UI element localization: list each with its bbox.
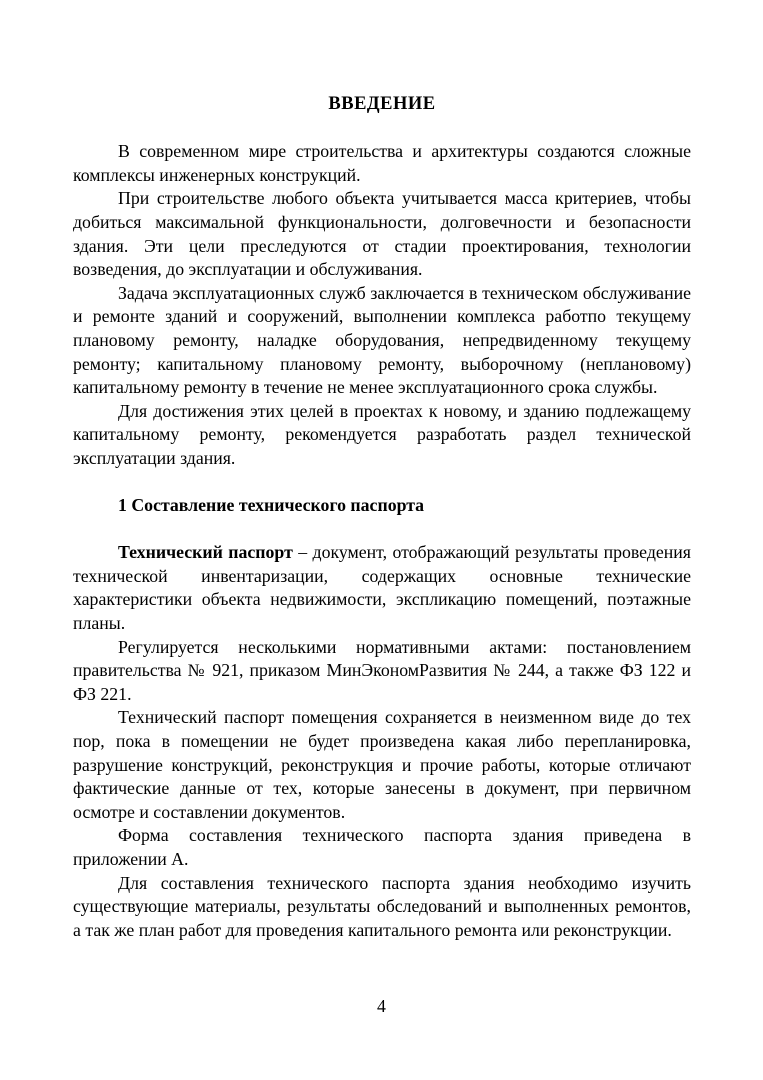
- section-paragraph-3: Форма составления технического паспорта здания приведена в приложении А.: [73, 825, 691, 869]
- page-number: 4: [377, 996, 386, 1016]
- intro-paragraph-2: При строительстве любого объекта учитывается масса критериев, чтобы добиться максимальной функциональности, долговечности и безопасности здания. Эти цели преследуются от стадии проектирования, технологии возведения, до эксплуатации и обслуживания.: [73, 188, 691, 280]
- intro-paragraph-4: Для достижения этих целей в проектах к новому, и зданию подлежащему капитальному ремонту, рекомендуется разработать раздел технической эксплуатации здания.: [73, 400, 691, 468]
- section-paragraph-2: Технический паспорт помещения сохраняется в неизменном виде до тех пор, пока в помещении не будет произведена какая либо перепланировка, разрушение конструкций, реконструкция и прочие работы, которые отличают фактические данные от тех, которые занесены в документ, при первичном осмотре и составлении документов.: [73, 707, 691, 822]
- definition-paragraph: [73, 541, 691, 635]
- intro-paragraph-3: Задача эксплуатационных служб заключается в техническом обслуживание и ремонте зданий и сооружений, выполнении комплекса работпо текущему плановому ремонту, наладке оборудования, непредвиденному текущему ремонту; капитальному плановому ремонту, выборочному (неплановому) капитальному ремонту в течение не менее эксплуатационного срока службы.: [73, 282, 691, 398]
- document-title: ВВЕДЕНИЕ: [328, 94, 436, 114]
- intro-paragraph-1: В современном мире строительства и архитектуры создаются сложные комплексы инженерных конструкций.: [73, 141, 691, 185]
- section-heading: 1 Составление технического паспорта: [118, 495, 425, 516]
- section-paragraph-4: Для составления технического паспорта здания необходимо изучить существующие материалы, результаты обследований и выполненных ремонтов, а так же план работ для проведения капитального ремонта или реконструкции.: [73, 872, 691, 940]
- definition-term: Технический паспорт: [118, 542, 293, 563]
- definition-text: – документ, отображающий результаты проведения технической инвентаризации, содержащих основные технические характеристики объекта недвижимости, экспликацию помещений, поэтажные планы.: [73, 542, 691, 634]
- section-paragraph-1: Регулируется несколькими нормативными актами: постановлением правительства № 921, приказом МинЭкономРазвития № 244, а также ФЗ 122 и ФЗ 221.: [73, 636, 691, 704]
